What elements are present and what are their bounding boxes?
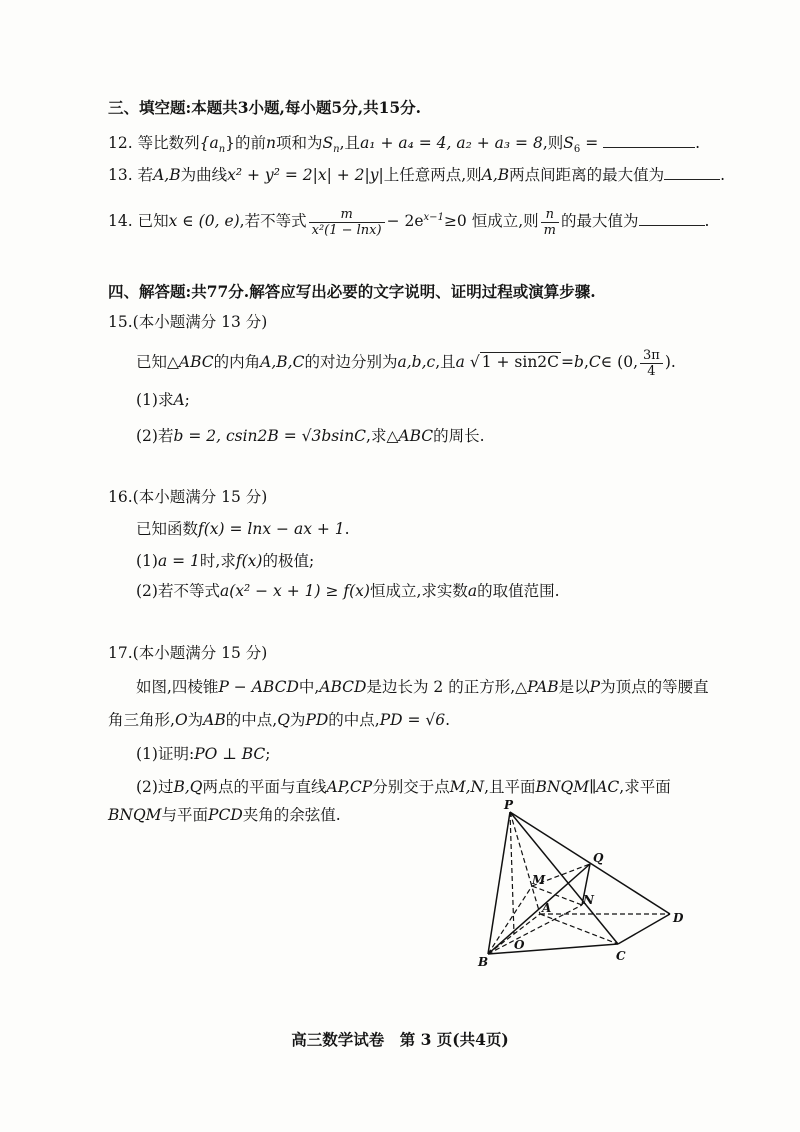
- q17-p2-b: 两点的平面与直线: [202, 778, 327, 796]
- label-O: O: [514, 938, 525, 952]
- q17-p2-APCP: AP,CP: [326, 778, 373, 796]
- q13-text-4: 两点间距离的最大值为: [509, 166, 665, 184]
- q14-text-2: ,若不等式: [239, 212, 307, 231]
- q15-stem: 已知△ABC的内角A,B,C的对边分别为a,b,c,且a √ 1 + sin2C =b,C∈ (0, $\frac{3\pi}{4}$ ).: [136, 347, 676, 379]
- q13-curve: x² + y² = 2|x| + 2|y|: [227, 166, 384, 184]
- q17-part-2-cont: [108, 804, 341, 826]
- q17-l2-e: 的中点,: [328, 711, 380, 729]
- q16-part1-f: f(x): [235, 552, 263, 570]
- q12-S6-sub: 6: [573, 144, 581, 156]
- q16-part2-b: 恒成立,求实数: [369, 582, 468, 600]
- section-4-heading: 四、解答题:共77分.解答应写出必要的文字说明、证明过程或演算步骤.: [108, 282, 596, 301]
- label-D: D: [673, 911, 684, 925]
- q12-seq: {a: [199, 134, 219, 152]
- q17-l1-b: 中,: [298, 678, 320, 696]
- q15-pi-fraction: [640, 348, 663, 379]
- q17-l1-e: 为顶点的等腰直: [600, 678, 709, 696]
- q17-l2-eq: PD = √6: [379, 711, 446, 729]
- q17-p1-eq: PO ⊥ BC: [194, 745, 266, 763]
- q17-p1-a: (1)证明:: [136, 745, 195, 763]
- q12-equation: a₁ + a₄ = 4, a₂ + a₃ = 8: [360, 134, 543, 152]
- q15-part-2: [136, 425, 485, 447]
- q15-part2-ABC: ABC: [398, 427, 434, 445]
- q12-text-2: }的前: [225, 134, 267, 152]
- q13-number: 13.: [108, 166, 133, 184]
- q13-AB-2: A,B: [481, 166, 510, 184]
- q15-part2-a: (2)若: [136, 427, 174, 445]
- q14-exponent: x−1: [423, 212, 444, 223]
- q16-part2-ineq: a(x² − x + 1) ≥ f(x): [219, 582, 370, 600]
- q14-text-3: − 2e: [386, 212, 424, 231]
- question-14: [108, 200, 709, 239]
- question-13: [108, 164, 725, 186]
- q14-text-1: 已知: [137, 212, 169, 231]
- q12-S-sub: n: [333, 144, 340, 156]
- edge-PA: [510, 812, 540, 914]
- q17-part-1: [136, 743, 271, 765]
- edge-MN: [532, 886, 582, 905]
- q17-p2-c: 分别交于点: [372, 778, 450, 796]
- q16-part2-a: (2)若不等式: [136, 582, 220, 600]
- q16-part1-eq: a = 1: [157, 552, 200, 570]
- q15-b: b: [574, 353, 584, 371]
- label-B: B: [478, 955, 489, 969]
- q16-stem-1: 已知函数: [136, 520, 199, 538]
- q17-p2-plane: BNQM∥AC: [535, 778, 620, 796]
- q17-l1-PAB: PAB: [527, 678, 559, 696]
- q17-last-a: 与平面: [161, 806, 209, 824]
- q16-part-1: [136, 550, 314, 572]
- q14-answer-blank[interactable]: [639, 211, 705, 226]
- q17-l2-O: O: [174, 711, 188, 729]
- q15-part1-var: A: [173, 391, 185, 409]
- label-P: P: [504, 798, 514, 812]
- q13-end: .: [720, 166, 726, 184]
- q14-frac2-den: m: [543, 222, 556, 238]
- q13-AB: A,B: [153, 166, 181, 184]
- q17-l2-f: .: [445, 711, 451, 729]
- q15-part-1: [136, 389, 190, 411]
- q14-condition: x ∈ (0, e): [168, 212, 240, 231]
- q15-C: C: [588, 353, 601, 371]
- q14-text-5: 的最大值为: [560, 212, 639, 231]
- edge-BC: [488, 944, 618, 954]
- q13-answer-blank[interactable]: [664, 165, 720, 180]
- q17-p2-e: ,求平面: [619, 778, 671, 796]
- q16-part2-c: 的取值范围.: [477, 582, 560, 600]
- q16-part1-a: (1): [136, 552, 158, 570]
- q15-pi-den: 4: [647, 363, 656, 379]
- q15-part1-end: ;: [184, 391, 190, 409]
- q15-sqrt: 1 + sin2C: [481, 353, 560, 371]
- q15-stem-1: 已知△: [136, 353, 179, 371]
- q13-text-3: 上任意两点,则: [383, 166, 482, 184]
- label-A: A: [542, 901, 552, 915]
- q17-l1-d: 是以: [558, 678, 590, 696]
- q17-l1-P2: P: [589, 678, 601, 696]
- q17-l1-c: 是边长为 2 的正方形,△: [366, 678, 528, 696]
- q17-l2-AB: AB: [203, 711, 226, 729]
- q16-stem-end: .: [344, 520, 350, 538]
- q14-end: .: [704, 212, 710, 231]
- label-M: M: [532, 873, 546, 887]
- q15-stem-2: 的内角: [213, 353, 261, 371]
- q17-l2-b: 为: [187, 711, 204, 729]
- label-C: C: [616, 949, 626, 963]
- edge-PO: [510, 812, 514, 934]
- q12-seq-sub: n: [218, 144, 226, 156]
- q17-l2-a: 角三角形,: [108, 711, 175, 729]
- q16-part2-var: a: [467, 582, 478, 600]
- q15-a: a: [455, 353, 465, 371]
- q14-frac-den: x²(1 − lnx): [311, 222, 382, 238]
- q17-p1-b: ;: [265, 745, 271, 763]
- q16-part-2: [136, 580, 560, 602]
- q15-sides: a,b,c: [397, 353, 436, 371]
- q17-l2-Q: Q: [277, 711, 290, 729]
- q13-text-1: 若: [137, 166, 154, 184]
- q17-p2-d: ,且平面: [484, 778, 536, 796]
- q14-fraction: [309, 207, 385, 238]
- edge-CD: [618, 914, 670, 944]
- pyramid-figure: [470, 792, 700, 982]
- q15-part2-c: 的周长.: [433, 427, 485, 445]
- q17-line-2: [108, 709, 450, 731]
- q12-n: n: [266, 134, 277, 152]
- q17-title: 17.(本小题满分 15 分): [108, 644, 268, 662]
- q15-pi-num: 3π: [640, 348, 663, 364]
- q17-l2-c: 的中点,: [225, 711, 278, 729]
- q16-part1-b: 时,求: [199, 552, 236, 570]
- q13-text-2: 为曲线: [180, 166, 228, 184]
- q16-part1-c: 的极值;: [262, 552, 315, 570]
- q12-answer-blank[interactable]: [603, 133, 695, 148]
- q17-l1-P: P − ABCD: [218, 678, 299, 696]
- q15-ABC: ABC: [178, 353, 214, 371]
- q14-number: 14.: [108, 212, 133, 231]
- q17-p2-MN: M,N: [449, 778, 485, 796]
- q14-text-4: ≥0 恒成立,则: [443, 212, 539, 231]
- q15-stem-8: ).: [664, 353, 676, 371]
- q15-stem-7: ∈ (0,: [600, 353, 639, 371]
- q17-p2-BQ: B,Q: [173, 778, 203, 796]
- q17-l1-ABCD: ABCD: [319, 678, 367, 696]
- q12-text-4: ,且: [339, 134, 361, 152]
- q14-frac2-num: n: [541, 207, 559, 223]
- section-3-heading: 三、填空题:本题共3小题,每小题5分,共15分.: [108, 98, 422, 117]
- q17-l2-PD: PD: [305, 711, 329, 729]
- q15-stem-3: 的对边分别为: [304, 353, 398, 371]
- label-N: N: [583, 893, 594, 907]
- q15-part2-eq: b = 2, csin2B = √3bsinC: [173, 427, 367, 445]
- q16-stem: [136, 518, 350, 540]
- q17-line-1: [136, 676, 709, 698]
- q15-stem-5: =: [561, 353, 575, 371]
- q17-l2-d: 为: [289, 711, 306, 729]
- q12-number: 12.: [108, 134, 133, 152]
- q15-part2-b: ,求△: [366, 427, 399, 445]
- q12-text-5: ,则: [542, 134, 564, 152]
- question-12: [108, 132, 700, 161]
- q15-part1-text: (1)求: [136, 391, 174, 409]
- q12-eq-sign: =: [585, 134, 599, 152]
- q16-function: f(x) = lnx − ax + 1: [198, 520, 345, 538]
- q14-frac-num: m: [309, 207, 385, 223]
- label-Q: Q: [593, 851, 604, 865]
- q17-last-plane: BNQM: [108, 806, 162, 824]
- q16-title: 16.(本小题满分 15 分): [108, 488, 268, 506]
- q12-S: S: [322, 134, 334, 152]
- q17-l1-a: 如图,四棱锥: [136, 678, 219, 696]
- q12-text-3: 项和为: [276, 134, 323, 152]
- edge-PB: [488, 812, 510, 954]
- q17-p2-a: (2)过: [136, 778, 174, 796]
- q17-last-PCD: PCD: [208, 806, 243, 824]
- q12-end: .: [695, 134, 701, 152]
- q15-angles: A,B,C: [260, 353, 305, 371]
- q15-stem-6: ,: [583, 353, 589, 371]
- q14-fraction-2: [541, 207, 559, 238]
- q12-text-1: 等比数列: [137, 134, 200, 152]
- q15-title: 15.(本小题满分 13 分): [108, 313, 268, 331]
- page-footer: 高三数学试卷 第 3 页(共4页): [291, 1030, 509, 1049]
- q15-stem-4: ,且: [435, 353, 456, 371]
- q12-S6: S: [563, 134, 574, 152]
- q17-last-b: 夹角的余弦值.: [242, 806, 341, 824]
